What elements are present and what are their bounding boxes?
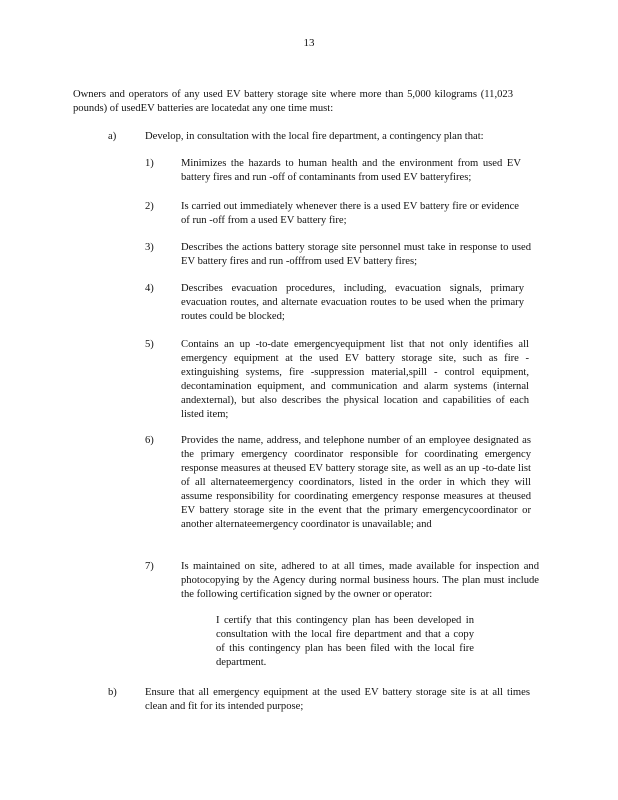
sub-item-text: Contains an up -to-date emergencyequipment list that not only identifies all emergency equipment at the used EV battery storage site, such as fire -extinguishing systems, fire -suppression material,spill - control equipment, decontamination equipment, and communication and alarm systems (internal andexternal), but also describes the physical location and capabilities of each listed item; [181,339,529,420]
item-text: Develop, in consultation with the local fire department, a contingency plan that: [145,131,484,142]
certification-statement: I certify that this contingency plan has been developed in consultation with the local fire department and that a copy of this contingency plan has been filed with the local fire department. [216,615,474,668]
item-label: a) [108,131,117,142]
intro-paragraph: Owners and operators of any used EV battery storage site where more than 5,000 kilograms (11,023 pounds) of usedEV batteries are locatedat any one time must: [73,89,513,114]
sub-item-label: 5) [145,339,154,350]
sub-item-text: Describes evacuation procedures, including, evacuation signals, primary evacuation routes, and alternate evacuation routes to be used when the primary routes could be blocked; [181,283,524,322]
sub-item-label: 6) [145,435,154,446]
item-label: b) [108,687,117,698]
sub-item-label: 4) [145,283,154,294]
sub-item-text: Describes the actions battery storage site personnel must take in response to used EV battery fires and run -offfrom used EV battery fires; [181,242,531,267]
sub-item-text: Is carried out immediately whenever there is a used EV battery fire or evidence of run -off from a used EV battery fire; [181,201,519,226]
sub-item-label: 7) [145,561,154,572]
sub-item-label: 2) [145,201,154,212]
item-text: Ensure that all emergency equipment at the used EV battery storage site is at all times clean and fit for its intended purpose; [145,687,530,712]
sub-item-text: Is maintained on site, adhered to at all times, made available for inspection and photocopying by the Agency during normal business hours. The plan must include the following certification signed by the owner or operator: [181,561,539,600]
sub-item-text: Provides the name, address, and telephone number of an employee designated as the primary emergency coordinator responsible for coordinating emergency response measures at theused EV battery storage site, as well as an up -to-date list of all alternateemergency coordinators, listed in the order in which they will assume responsibility for coordinating emergency response measures at theused EV battery storage site in the event that the primary emergencycoordinator or another alternateemergency coordinator is unavailable; and [181,435,531,530]
sub-item-text: Minimizes the hazards to human health and the environment from used EV battery fires and run -off of contaminants from used EV batteryfires; [181,158,521,183]
sub-item-label: 1) [145,158,154,169]
sub-item-label: 3) [145,242,154,253]
page-number: 13 [303,37,315,49]
